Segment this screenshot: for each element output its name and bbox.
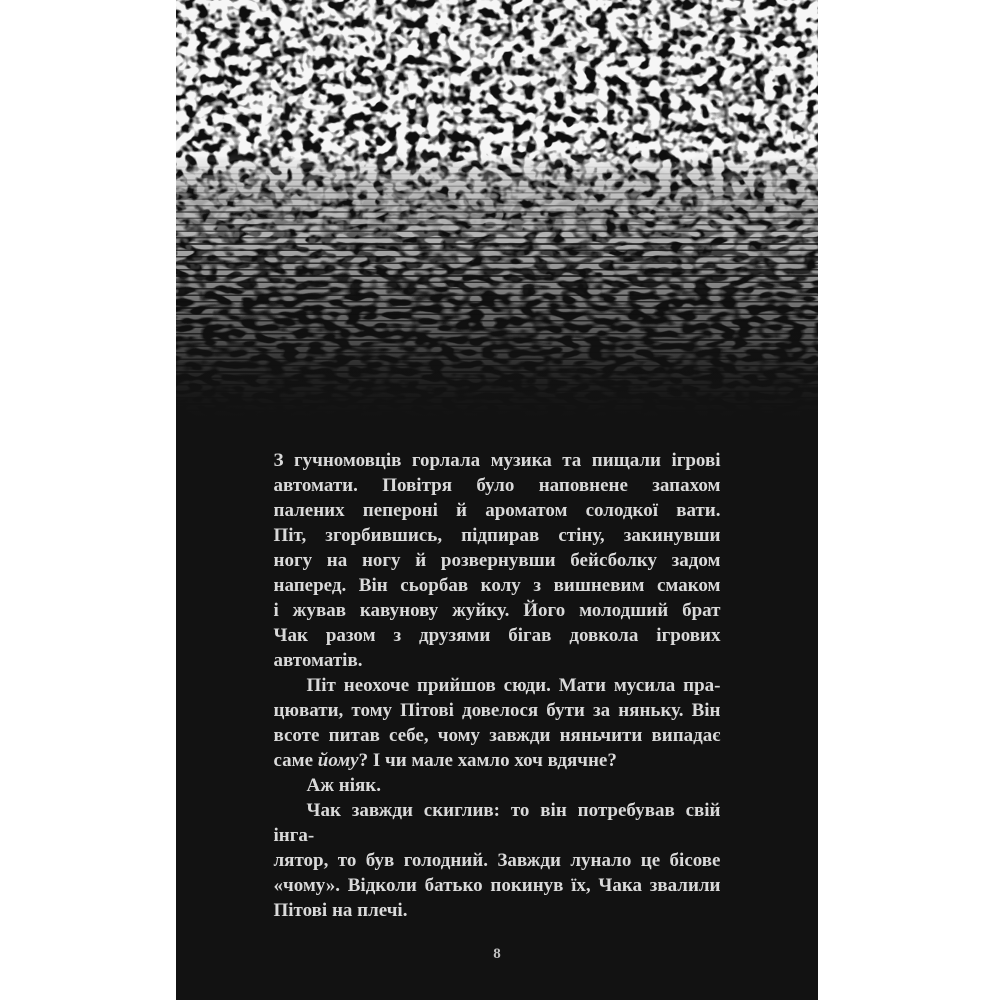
text-line: З гучномовців горлала музика та пищали ігрові	[273, 450, 721, 471]
text-line: Аж ніяк.	[306, 775, 381, 796]
text-line: Чак завжди скиглив: то він потребував свій інга-	[273, 800, 721, 846]
italic-word: йому	[317, 750, 359, 771]
text-line: ногу на ногу й розвернувши бейсболку задом	[273, 550, 721, 571]
text-span: ? І чи мале хамло хоч вдячне?	[358, 750, 617, 771]
paragraph-1	[274, 448, 721, 673]
fade-to-black-overlay	[176, 0, 818, 434]
tv-static-banner	[176, 0, 818, 434]
text-line: автоматів.	[273, 650, 363, 671]
text-line: Піт неохоче прийшов сюди. Мати мусила пра-	[306, 675, 721, 696]
text-span: саме	[273, 750, 318, 771]
paragraph-4	[274, 798, 721, 923]
text-line: лятор, то був голодний. Завжди лунало це бісове	[273, 850, 721, 871]
text-line: всоте питав себе, чому завжди няньчити випадає	[273, 725, 721, 746]
text-line: Піт, згорбившись, підпирав стіну, закинувши	[273, 525, 721, 546]
body-text	[274, 448, 721, 923]
text-line: Чак разом з друзями бігав довкола ігрових	[273, 625, 721, 646]
text-line: автомати. Повітря було наповнене запахом	[273, 475, 721, 496]
text-line: і жував кавунову жуйку. Його молодший брат	[273, 600, 721, 621]
text-line: наперед. Він сьорбав колу з вишневим смаком	[273, 575, 721, 596]
text-line: «чому». Відколи батько покинув їх, Чака звалили	[273, 875, 721, 896]
book-page	[176, 0, 818, 1000]
paragraph-2	[274, 673, 721, 773]
text-line: цювати, тому Пітові довелося бути за няньку. Він	[273, 700, 721, 721]
text-line: палених пепероні й ароматом солодкої вати.	[273, 500, 721, 521]
text-line: Пітові на плечі.	[273, 900, 408, 921]
page-number: 8	[493, 946, 501, 962]
text-line	[274, 748, 721, 773]
paragraph-3	[274, 773, 721, 798]
